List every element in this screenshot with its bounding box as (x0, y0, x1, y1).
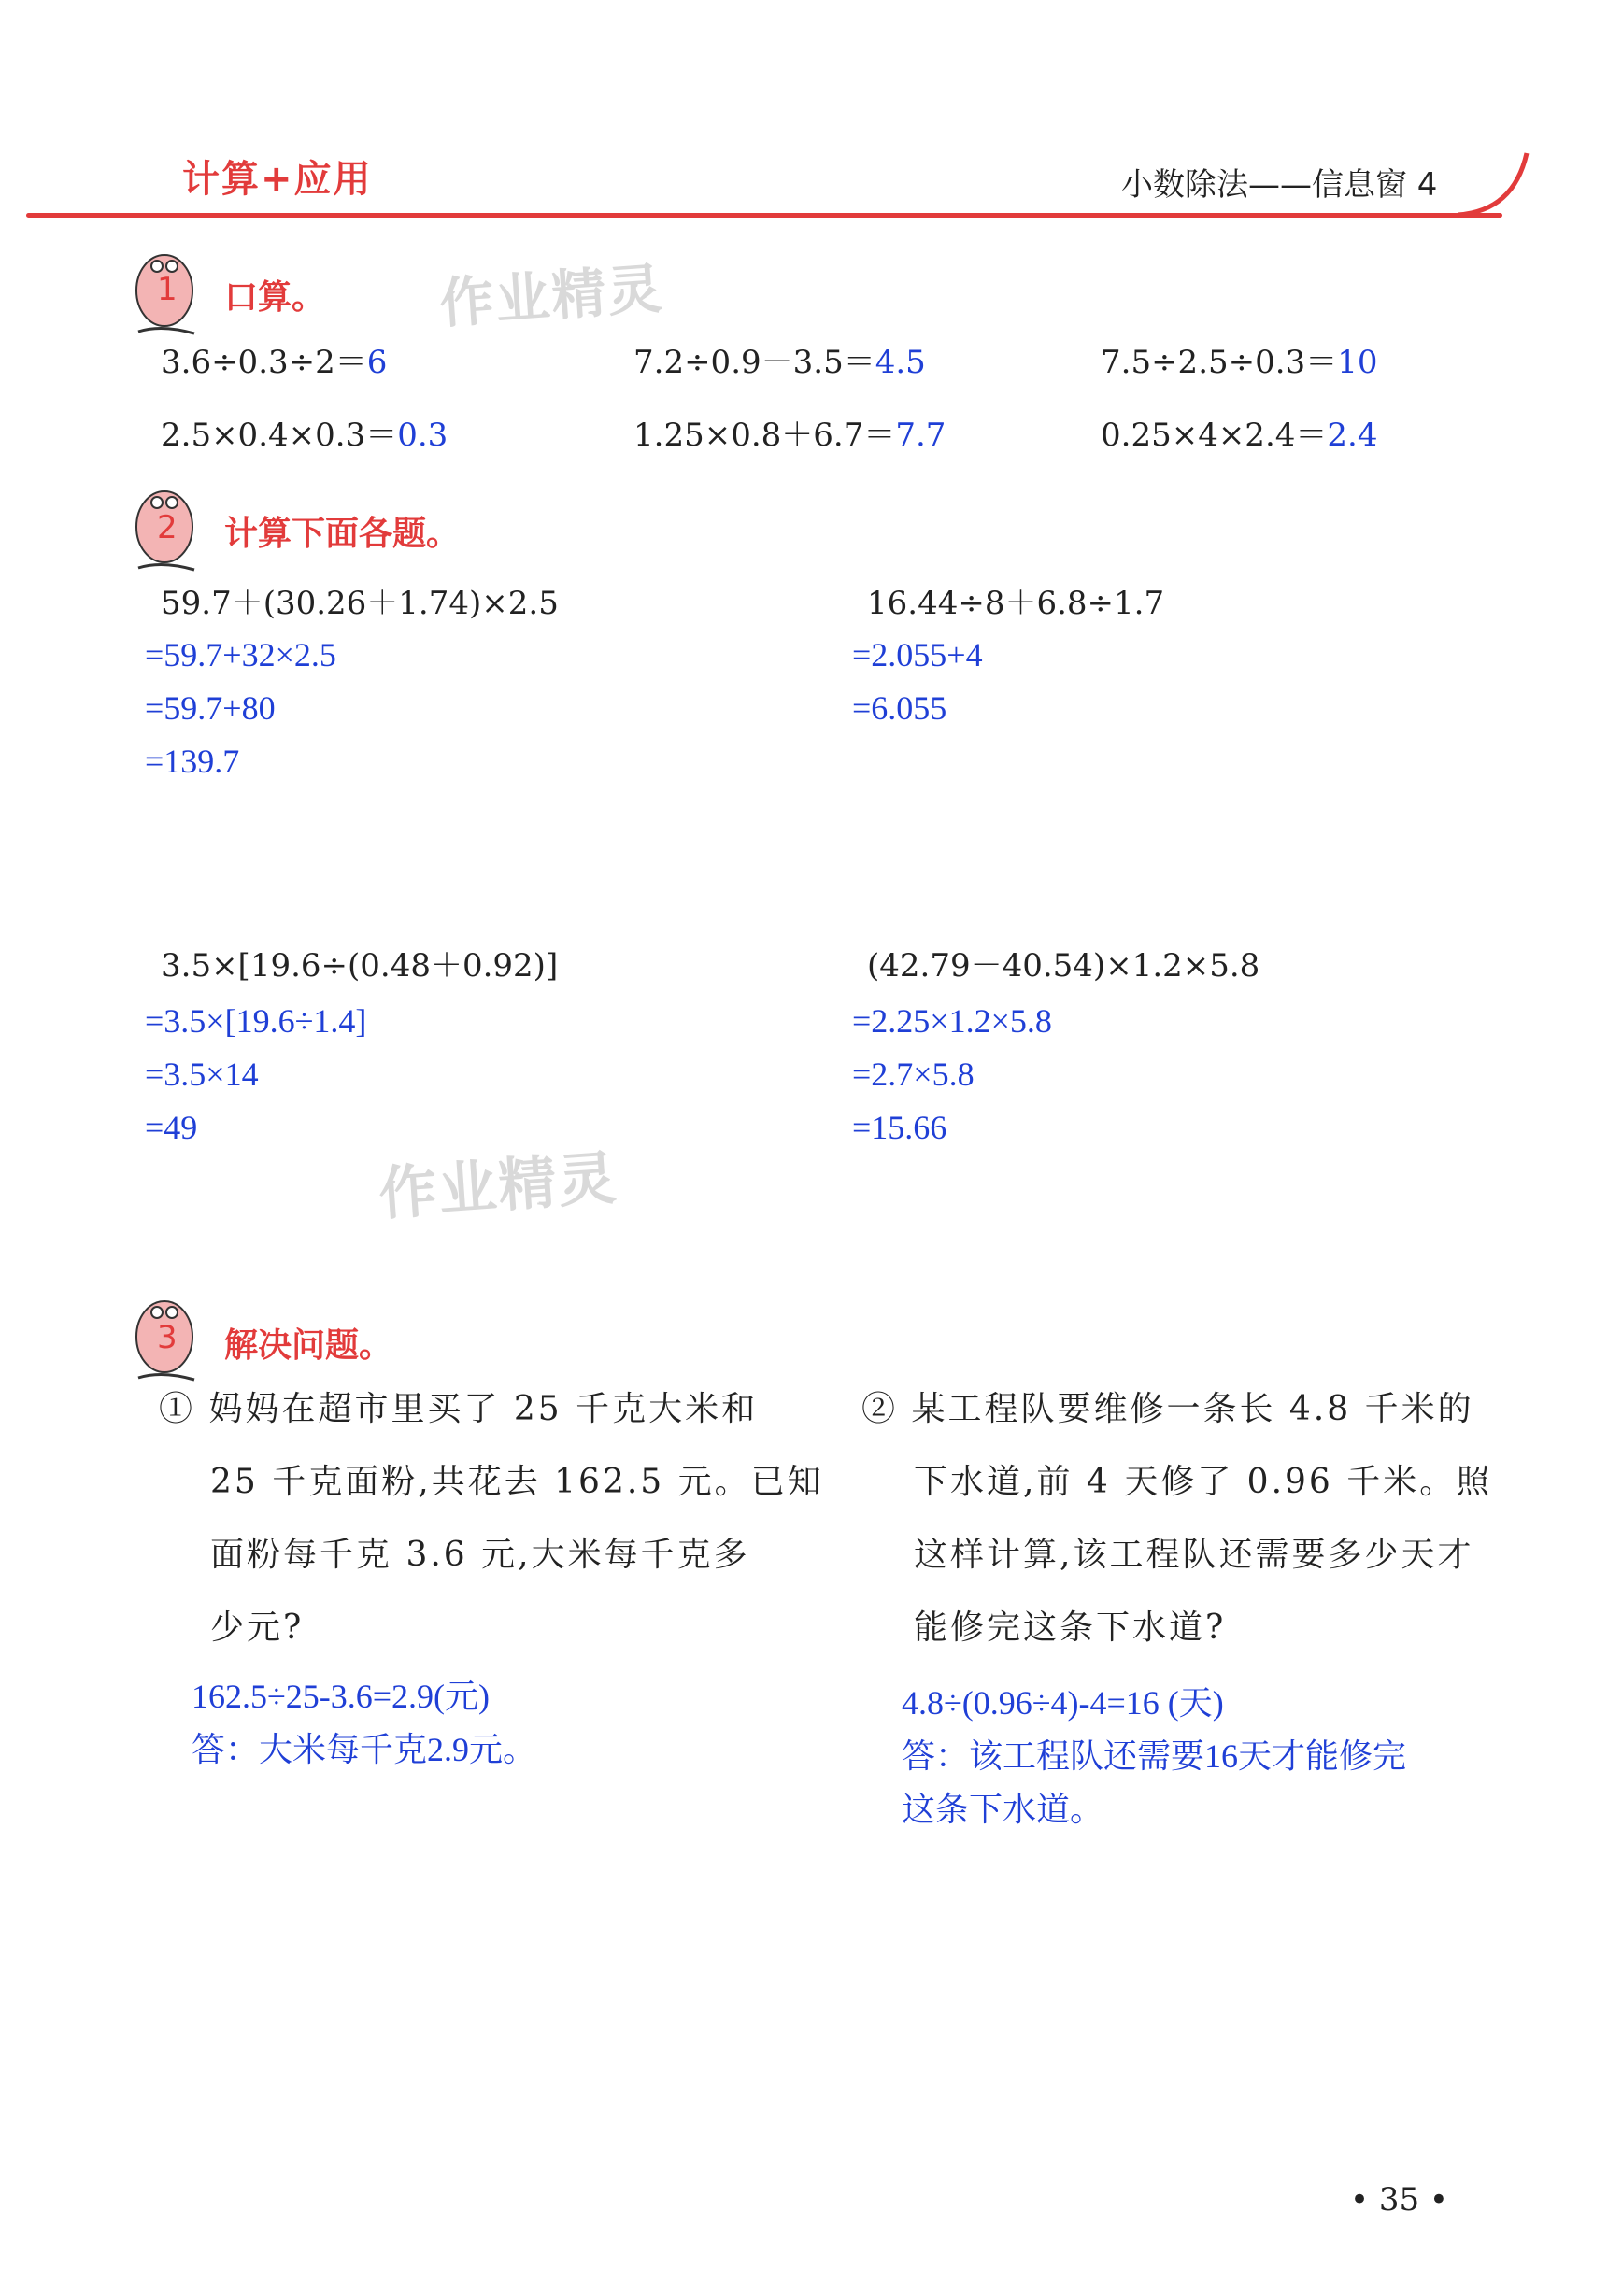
problem-1-answer: 162.5÷25-3.6=2.9(元) (192, 1678, 491, 1715)
calc-question-3: 3.5×[19.6÷(0.48＋0.92)] (161, 947, 559, 985)
problem-1-answer: 答：大米每千克2.9元。 (192, 1731, 537, 1768)
problem-2-answer: 这条下水道。 (902, 1791, 1104, 1828)
calc-step: =3.5×14 (145, 1056, 259, 1093)
problem-2-answer: 答：该工程队还需要16天才能修完 (902, 1737, 1407, 1775)
header-left-title: 计算+应用 (182, 158, 373, 201)
section-number-1: 1 (157, 271, 178, 308)
mental-item-2: 7.2÷0.9－3.5＝4.5 (633, 344, 926, 381)
mental-item-5: 1.25×0.8＋6.7＝7.7 (633, 417, 946, 454)
calc-step: =49 (145, 1109, 198, 1146)
problem-1-line: 25 千克面粉,共花去 162.5 元。已知 (210, 1463, 824, 1501)
calc-step: =139.7 (145, 743, 240, 780)
section-title-2: 计算下面各题。 (224, 515, 461, 553)
calc-step: =2.7×5.8 (852, 1056, 975, 1093)
problem-1-line: ① 妈妈在超市里买了 25 千克大米和 (159, 1390, 759, 1428)
calc-step: =3.5×[19.6÷1.4] (145, 1002, 367, 1040)
watermark: 作业精灵 (437, 256, 666, 336)
section-title-3: 解决问题。 (224, 1326, 393, 1365)
section-number-3: 3 (157, 1319, 178, 1356)
calc-step: =59.7+80 (145, 689, 276, 727)
mental-item-1: 3.6÷0.3÷2＝6 (161, 344, 388, 381)
section-number-2: 2 (157, 509, 178, 546)
header-right-title: 小数除法——信息窗 4 (1121, 166, 1438, 204)
mental-item-3: 7.5÷2.5÷0.3＝10 (1101, 344, 1378, 381)
header-curve (1458, 149, 1532, 219)
problem-2-answer: 4.8÷(0.96÷4)-4=16 (天) (902, 1684, 1224, 1722)
calc-question-2: 16.44÷8＋6.8÷1.7 (867, 585, 1165, 622)
problem-2-line: 下水道,前 4 天修了 0.96 千米。照 (914, 1463, 1493, 1501)
problem-2-line: 这样计算,该工程队还需要多少天才 (914, 1536, 1474, 1574)
section-title-1: 口算。 (224, 278, 326, 317)
calc-question-4: (42.79－40.54)×1.2×5.8 (867, 947, 1260, 985)
problem-2-line: 能修完这条下水道? (914, 1609, 1227, 1647)
watermark: 作业精灵 (377, 1143, 620, 1228)
problem-1-line: 面粉每千克 3.6 元,大米每千克多 (210, 1536, 750, 1574)
calc-step: =2.055+4 (852, 636, 983, 673)
calc-step: =6.055 (852, 689, 947, 727)
calc-step: =2.25×1.2×5.8 (852, 1002, 1052, 1040)
problem-1-line: 少元? (210, 1609, 305, 1647)
problem-2-line: ② 某工程队要维修一条长 4.8 千米的 (861, 1390, 1474, 1428)
mental-item-4: 2.5×0.4×0.3＝0.3 (161, 417, 448, 454)
header-divider (26, 213, 1502, 218)
page-number: • 35 • (1350, 2181, 1448, 2218)
calc-step: =59.7+32×2.5 (145, 636, 336, 673)
calc-step: =15.66 (852, 1109, 947, 1146)
mental-item-6: 0.25×4×2.4＝2.4 (1101, 417, 1378, 454)
calc-question-1: 59.7＋(30.26＋1.74)×2.5 (161, 585, 559, 622)
